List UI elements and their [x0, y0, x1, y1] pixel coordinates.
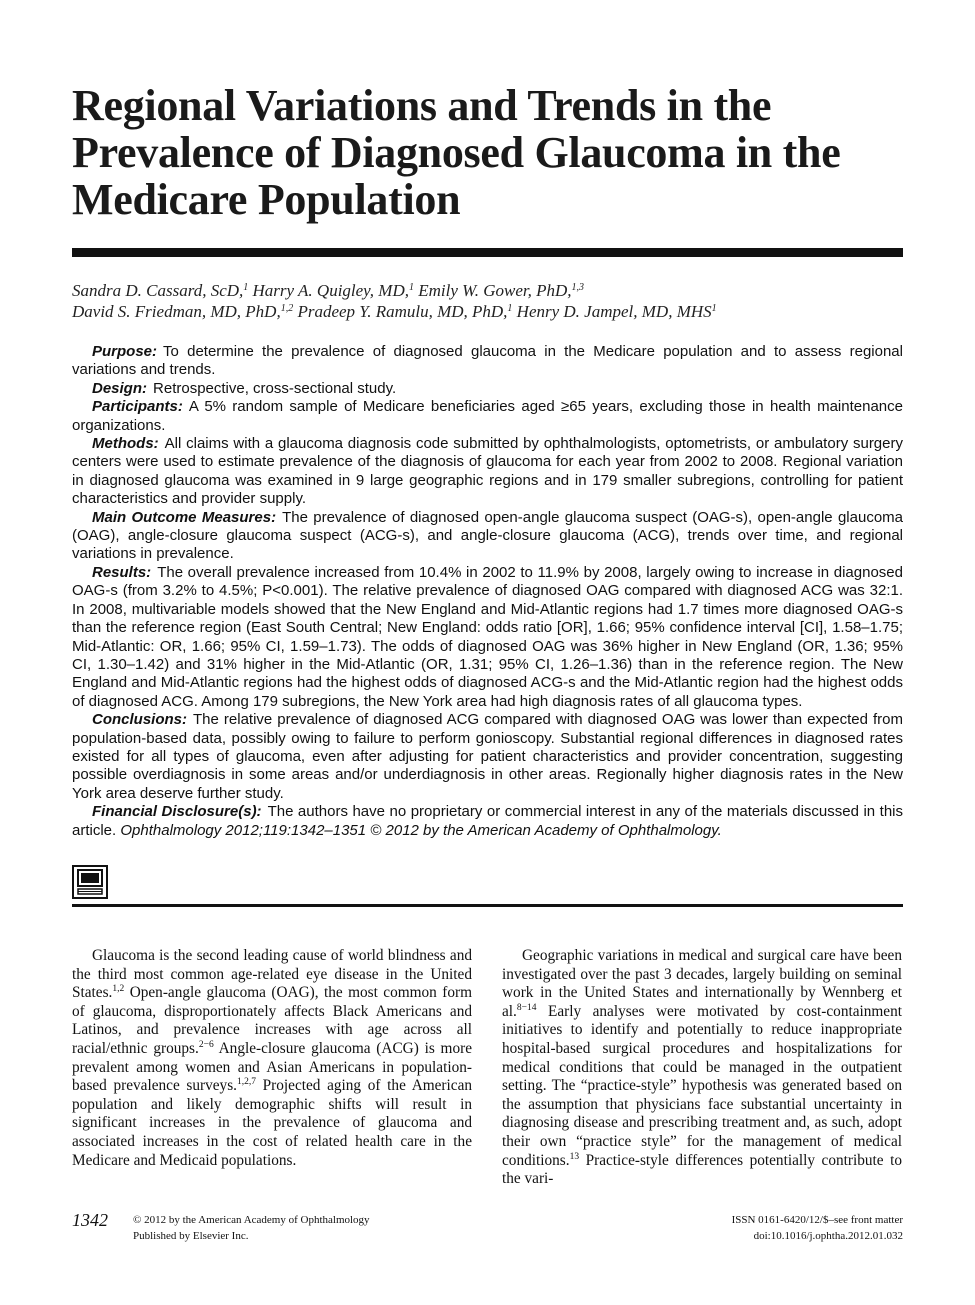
abstract-label: Design:: [92, 379, 148, 397]
body-text: Geographic variations in medical and surgical care have been investigated over the past 3 decades, largely building on seminal work in the United States and internationally by Wennberg et al.: [502, 947, 902, 1020]
abstract-label: Conclusions:: [92, 711, 188, 729]
author-name: Harry A. Quigley, MD,: [252, 281, 409, 300]
abstract-section: [72, 509, 903, 564]
abstract-label: Main Outcome Measures:: [92, 508, 277, 526]
abstract-section: [72, 711, 903, 803]
author-name: Sandra D. Cassard, ScD,: [72, 281, 244, 300]
copyright-line: © 2012 by the American Academy of Ophthalmology: [133, 1214, 370, 1226]
abstract-label: Methods:: [92, 435, 159, 453]
author-list: [72, 280, 902, 322]
abstract-section: [72, 380, 903, 398]
page-number: 1342: [72, 1210, 108, 1230]
left-paragraph: [72, 947, 472, 1170]
author-line-1: [72, 280, 902, 301]
author-name: Emily W. Gower, PhD,: [418, 281, 572, 300]
abstract-text: The prevalence of diagnosed open-angle glaucoma suspect (OAG-s), open-angle glaucoma (OAG), angle-closure glaucoma suspect (ACG-s), and angle-closure glaucoma (ACG), trends over time, and regional variations in prevalence.: [72, 508, 903, 563]
author-affiliation: 1: [243, 282, 249, 293]
article-title: Regional Variations and Trends in the Prevalence of Diagnosed Glaucoma in the Medicare Population: [72, 81, 841, 224]
abstract: [72, 343, 903, 840]
abstract-label: Results:: [92, 563, 152, 581]
abstract-section: [72, 803, 903, 840]
abstract-text: The relative prevalence of diagnosed ACG compared with diagnosed OAG was lower than expected from population-based data, possibly owing to failure to perform gonioscopy. Substantial regional differences in diagnosed rates existed for all types of glaucoma, even after adjusting for patient characteristics and provider concentration, suggesting possible overdiagnosis in some areas and/or underdiagnosis in other areas. Regionally higher diagnosis rates in the New York area deserve further study.: [72, 711, 903, 802]
reference-superscript: 8−14: [516, 1002, 537, 1013]
body-column-left: [72, 947, 472, 1170]
abstract-label: Financial Disclosure(s):: [92, 803, 262, 821]
right-paragraph: [502, 947, 902, 1189]
abstract-text: To determine the prevalence of diagnosed glaucoma in the Medicare population and to assess regional variations and trends.: [72, 343, 903, 379]
video-icon[interactable]: [72, 865, 108, 899]
abstract-text: The overall prevalence increased from 10.4% in 2002 to 11.9% by 2008, largely owing to increase in diagnosed OAG-s (from 3.2% to 4.5%; P<0.001). The relative prevalence of diagnosed OAG compared with diagnosed ACG was 32:1. In 2008, multivariable models showed that the New England and Mid-Atlantic regions had 1.7 times more diagnosed OAG-s than the reference region (East South Central; New England: odds ratio [OR], 1.66; 95% confidence interval [CI], 1.58–1.75; Mid-Atlantic: OR, 1.66; 95% CI, 1.59–1.73). The odds of diagnosed OAG was 36% higher in New England (OR, 1.36; 95% CI, 1.30–1.42) and 31% higher in the Mid-Atlantic (OR, 1.31; 95% CI, 1.26–1.36) than in the reference region. The New England and Mid-Atlantic regions had the highest odds of diagnosed ACG-s and the Mid-Atlantic region had the highest odds of diagnosed ACG. Among 179 subregions, the New York area had high diagnosis rates of all glaucoma types.: [72, 563, 903, 710]
reference-superscript: 1,2,7: [236, 1077, 256, 1088]
abstract-section: [72, 564, 903, 711]
reference-superscript: 1,2: [112, 984, 125, 995]
abstract-label: Purpose:: [92, 343, 158, 360]
copyright-block: [133, 1212, 370, 1244]
author-name: Pradeep Y. Ramulu, MD, PhD,: [297, 302, 508, 321]
abstract-text: All claims with a glaucoma diagnosis code submitted by ophthalmologists, optometrists, or ambulatory surgery centers were used to estimate prevalence of the diagnosis of glaucoma for each year from 2002 to 2008. Regional variation in diagnosed glaucoma was examined in 9 large geographic regions and in 179 smaller subregions, controlling for patient characteristics and provider supply.: [72, 435, 903, 508]
body-text: Glaucoma is the second leading cause of world blindness and the third most common age-related eye disease in the United States.: [72, 947, 472, 1002]
abstract-section: [72, 435, 903, 509]
body-column-right: [502, 947, 902, 1189]
abstract-text: Retrospective, cross-sectional study.: [153, 379, 397, 397]
abstract-label: Participants:: [92, 398, 183, 416]
abstract-rule: [72, 904, 903, 907]
author-affiliation: 1: [408, 282, 414, 293]
journal-citation: Ophthalmology 2012;119:1342–1351 © 2012 by the American Academy of Ophthalmology.: [120, 821, 722, 839]
reference-superscript: 13: [569, 1151, 580, 1162]
author-name: Henry D. Jampel, MD, MHS: [516, 302, 712, 321]
body-text: Projected aging of the American population and likely demographic shifts will result in significant increases in the prevalence of glaucoma and associated increases in the cost of related health care in the Medicare and Medicaid populations.: [72, 1077, 473, 1169]
title-rule: [72, 248, 903, 257]
body-text: Early analyses were motivated by cost-containment initiatives to identify and potentially to reduce inappropriate hospital-based surgical procedures and hospitalizations for medical conditions that could be managed in the outpatient setting. The “practice-style” hypothesis was generated based on the assumption that physicians face substantial uncertainty in diagnosing disease and prescribing treatment and, as such, adopt their own “practice style” for the management of medical conditions.: [502, 1002, 902, 1169]
abstract-text: A 5% random sample of Medicare beneficiaries aged ≥65 years, excluding those in health maintenance organizations.: [72, 398, 903, 434]
issn-block: [732, 1212, 903, 1244]
body-text: Practice-style differences potentially contribute to the vari-: [502, 1151, 902, 1188]
author-line-2: [72, 301, 902, 322]
abstract-section: [72, 343, 903, 380]
doi-line: doi:10.1016/j.ophtha.2012.01.032: [753, 1230, 903, 1242]
abstract-section: [72, 398, 903, 435]
author-affiliation: 1,3: [571, 282, 585, 293]
body-text: Angle-closure glaucoma (ACG) is more prevalent among women and Asian Americans in population-based prevalence surveys.: [72, 1039, 472, 1095]
reference-superscript: 2−6: [198, 1039, 214, 1050]
abstract-text: The authors have no proprietary or commercial interest in any of the materials discussed in this article.: [72, 803, 903, 839]
author-affiliation: 1,2: [280, 303, 294, 314]
author-affiliation: 1: [711, 303, 717, 314]
publisher-line: Published by Elsevier Inc.: [133, 1230, 249, 1242]
author-name: David S. Friedman, MD, PhD,: [72, 302, 281, 321]
author-affiliation: 1: [507, 303, 513, 314]
body-text: Open-angle glaucoma (OAG), the most common form of glaucoma, disproportionately affects Black Americans and Latinos, and prevalence increases with age across all racial/ethnic groups.: [72, 984, 472, 1057]
issn-line: ISSN 0161-6420/12/$–see front matter: [731, 1214, 903, 1226]
